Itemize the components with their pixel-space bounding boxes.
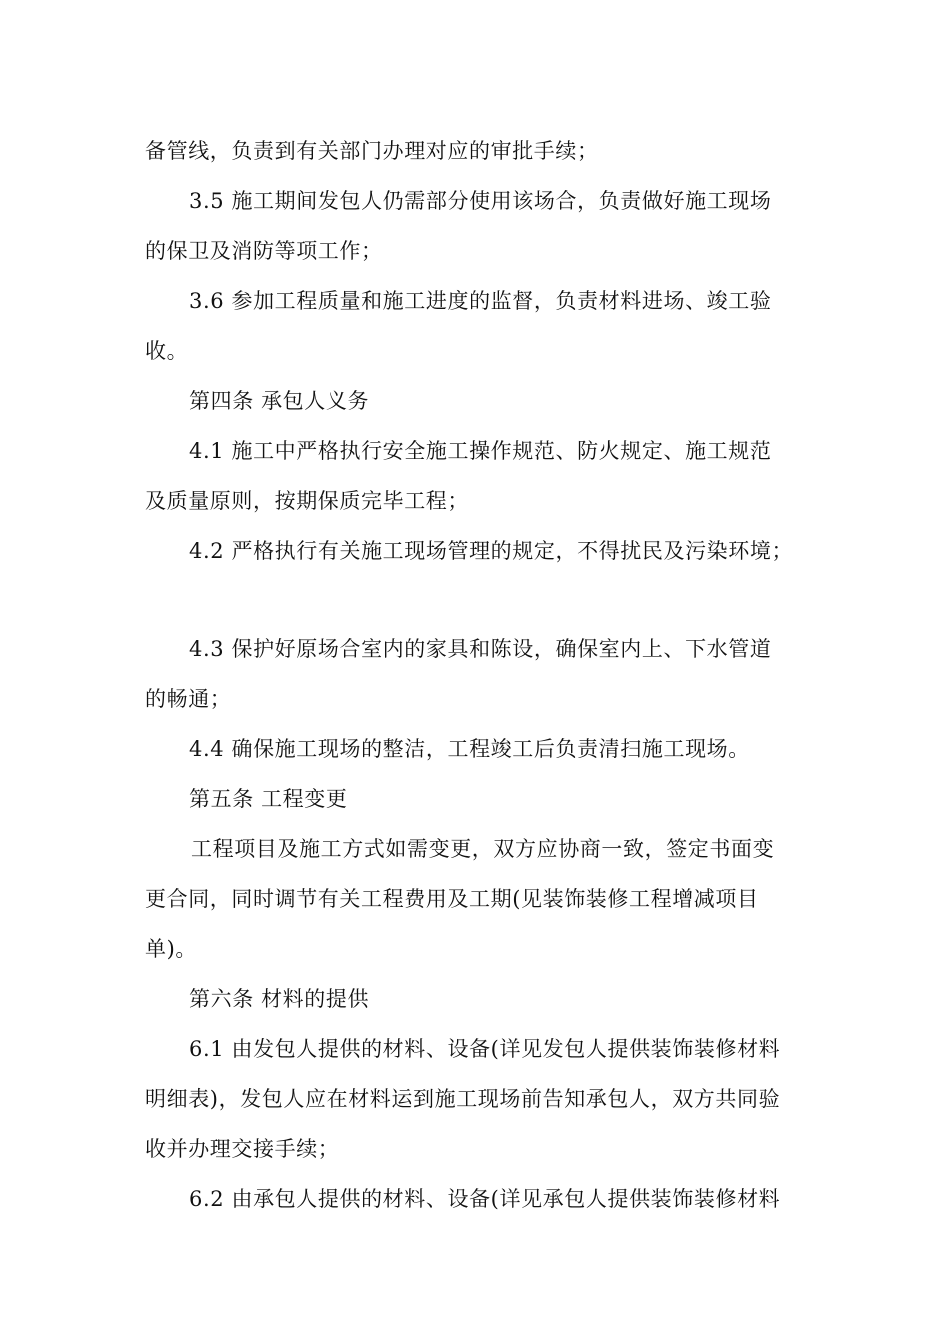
text-line: 工程项目及施工方式如需变更，双方应协商一致，签定书面变 bbox=[191, 837, 775, 861]
text-line: 4.2 严格执行有关施工现场管理的规定，不得扰民及污染环境； bbox=[189, 539, 794, 563]
text-line: 明细表)，发包人应在材料运到施工现场前告知承包人，双方共同验 bbox=[145, 1087, 781, 1111]
text-line: 6.2 由承包人提供的材料、设备(详见承包人提供装饰装修材料 bbox=[189, 1187, 781, 1211]
text-line: 收并办理交接手续； bbox=[145, 1137, 340, 1161]
text-line: 的保卫及消防等项工作； bbox=[145, 239, 383, 263]
text-line: 4.3 保护好原场合室内的家具和陈设，确保室内上、下水管道 bbox=[189, 637, 772, 661]
text-line: 3.5 施工期间发包人仍需部分使用该场合，负责做好施工现场 bbox=[189, 189, 772, 213]
text-line: 6.1 由发包人提供的材料、设备(详见发包人提供装饰装修材料 bbox=[189, 1037, 781, 1061]
text-line: 的畅通； bbox=[145, 687, 232, 711]
text-line: 及质量原则，按期保质完毕工程； bbox=[145, 489, 469, 513]
text-line: 4.1 施工中严格执行安全施工操作规范、防火规定、施工规范 bbox=[189, 439, 772, 463]
text-line: 单)。 bbox=[145, 937, 197, 961]
text-line: 收。 bbox=[145, 339, 189, 363]
text-line: 3.6 参加工程质量和施工进度的监督，负责材料进场、竣工验 bbox=[189, 289, 772, 313]
text-line: 更合同，同时调节有关工程费用及工期(见装饰装修工程增减项目 bbox=[145, 887, 759, 911]
section-heading: 第六条 材料的提供 bbox=[189, 987, 370, 1011]
section-heading: 第四条 承包人义务 bbox=[189, 389, 370, 413]
section-heading: 第五条 工程变更 bbox=[189, 787, 348, 811]
text-line: 4.4 确保施工现场的整洁，工程竣工后负责清扫施工现场。 bbox=[189, 737, 750, 761]
text-line: 备管线，负责到有关部门办理对应的审批手续； bbox=[145, 139, 599, 163]
